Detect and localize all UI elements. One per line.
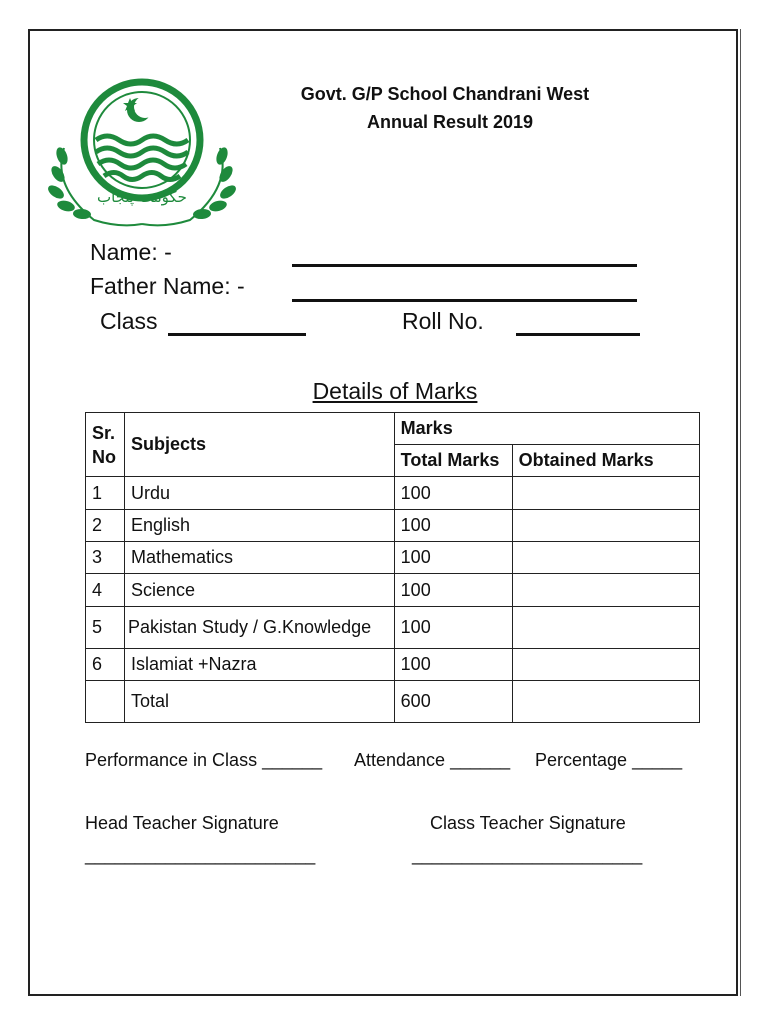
sr-cell: 5 — [86, 607, 125, 649]
obtained-marks-cell[interactable] — [512, 607, 699, 649]
marks-header: Marks — [394, 413, 699, 445]
subject-cell: Pakistan Study / G.Knowledge — [124, 607, 394, 649]
table-row — [86, 649, 700, 681]
sr-cell: 1 — [86, 477, 125, 510]
subject-cell: Urdu — [124, 477, 394, 510]
class-teacher-signature-label: Class Teacher Signature — [430, 813, 626, 833]
total-marks-cell: 600 — [394, 681, 512, 723]
roll-no-line[interactable] — [516, 333, 640, 336]
sr-cell: 4 — [86, 574, 125, 607]
obtained-marks-cell[interactable] — [512, 510, 699, 542]
details-of-marks-title: Details of Marks — [312, 378, 478, 404]
obtained-marks-cell[interactable] — [512, 477, 699, 510]
svg-text:حکومت پنجاب: حکومت پنجاب — [97, 188, 187, 206]
punjab-government-logo — [44, 76, 240, 236]
father-name-line[interactable] — [292, 299, 637, 302]
father-name-label: Father Name: - — [90, 273, 245, 299]
marks-table — [85, 412, 700, 723]
table-row — [86, 607, 700, 649]
page-border-shadow — [740, 29, 741, 996]
obtained-marks-cell[interactable] — [512, 542, 699, 574]
total-label-cell: Total — [124, 681, 394, 723]
subject-cell: Science — [124, 574, 394, 607]
subject-cell: Islamiat +Nazra — [124, 649, 394, 681]
total-marks-header: Total Marks — [394, 445, 512, 477]
total-marks-cell: 100 — [394, 542, 512, 574]
head-teacher-signature-line[interactable]: _______________________ — [85, 845, 316, 865]
subject-cell: English — [124, 510, 394, 542]
performance-in-class: Performance in Class ______ — [85, 750, 323, 770]
name-line[interactable] — [292, 264, 637, 267]
obtained-marks-cell[interactable] — [512, 649, 699, 681]
table-row — [86, 510, 700, 542]
class-line[interactable] — [168, 333, 306, 336]
obtained-total-cell[interactable] — [512, 681, 699, 723]
subjects-header: Subjects — [124, 413, 394, 477]
total-marks-cell: 100 — [394, 607, 512, 649]
roll-no-label: Roll No. — [402, 308, 484, 334]
sr-no-header: Sr. No — [86, 413, 125, 477]
total-row — [86, 681, 700, 723]
subject-cell: Mathematics — [124, 542, 394, 574]
head-teacher-signature-label: Head Teacher Signature — [85, 813, 279, 833]
name-label: Name: - — [90, 239, 172, 265]
sr-cell — [86, 681, 125, 723]
class-label: Class — [100, 308, 158, 334]
sr-cell: 2 — [86, 510, 125, 542]
table-row — [86, 477, 700, 510]
sr-cell: 3 — [86, 542, 125, 574]
table-row — [86, 542, 700, 574]
attendance: Attendance ______ — [354, 750, 511, 770]
sr-cell: 6 — [86, 649, 125, 681]
total-marks-cell: 100 — [394, 649, 512, 681]
table-row — [86, 574, 700, 607]
school-name: Govt. G/P School Chandrani West — [300, 84, 590, 104]
percentage: Percentage _____ — [535, 750, 683, 770]
class-teacher-signature-line[interactable]: _______________________ — [412, 845, 643, 865]
obtained-marks-cell[interactable] — [512, 574, 699, 607]
total-marks-cell: 100 — [394, 574, 512, 607]
obtained-marks-header: Obtained Marks — [512, 445, 699, 477]
result-title: Annual Result 2019 — [366, 112, 534, 132]
total-marks-cell: 100 — [394, 510, 512, 542]
total-marks-cell: 100 — [394, 477, 512, 510]
